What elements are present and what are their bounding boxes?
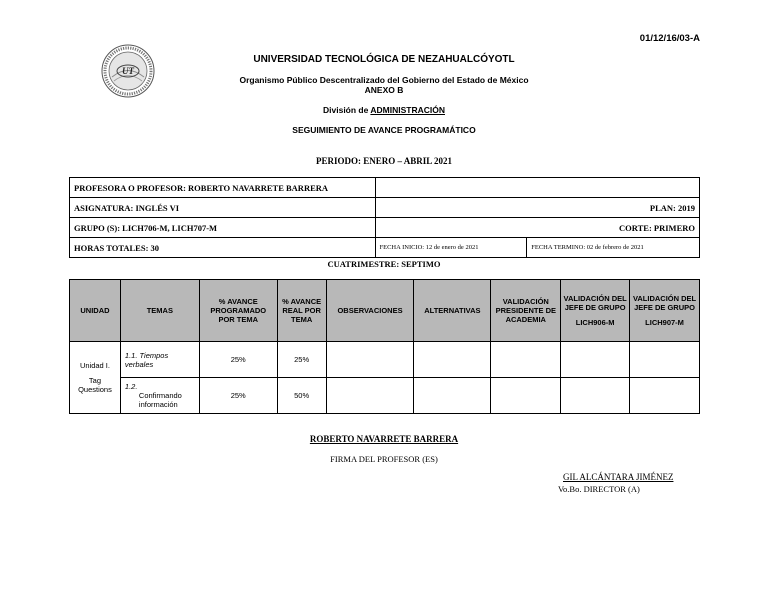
tema-text: Confirmando información bbox=[138, 391, 182, 409]
info-row bbox=[70, 218, 700, 238]
header-validacion-jefe-2 bbox=[630, 280, 700, 342]
table-row bbox=[70, 342, 700, 378]
horas-cell: HORAS TOTALES: 30 bbox=[70, 238, 376, 258]
header-validacion-jefe-2-code: LICH907-M bbox=[645, 318, 684, 327]
observaciones-cell bbox=[326, 342, 414, 378]
director-signature-name: GIL ALCÁNTARA JIMÉNEZ bbox=[563, 472, 674, 482]
tema-number: 1.1. bbox=[124, 350, 138, 360]
validacion-jefe-2-cell bbox=[630, 378, 700, 414]
profesor-cell: PROFESORA O PROFESOR: ROBERTO NAVARRETE BARRERA bbox=[70, 178, 376, 198]
header-observaciones: OBSERVACIONES bbox=[326, 280, 414, 342]
document-title: SEGUIMIENTO DE AVANCE PROGRAMÁTICO bbox=[292, 125, 476, 135]
header-validacion-jefe-1 bbox=[561, 280, 630, 342]
header-avance-real: % AVANCE REAL POR TEMA bbox=[277, 280, 326, 342]
table-row bbox=[70, 378, 700, 414]
alternativas-cell bbox=[414, 378, 491, 414]
alternativas-cell bbox=[414, 342, 491, 378]
avance-table bbox=[69, 279, 700, 414]
seal-text: UT bbox=[122, 66, 134, 76]
asignatura-cell: ASIGNATURA: INGLÉS VI bbox=[70, 198, 376, 218]
validacion-presidente-cell bbox=[491, 378, 561, 414]
header-temas: TEMAS bbox=[120, 280, 199, 342]
header-validacion-jefe-2-label: VALIDACIÓN DEL JEFE DE GRUPO bbox=[632, 294, 697, 312]
info-row bbox=[70, 178, 700, 198]
avance-programado-cell: 25% bbox=[199, 342, 277, 378]
avance-real-cell: 50% bbox=[277, 378, 326, 414]
unidad-topic: Tag Questions bbox=[78, 376, 112, 394]
tema-cell bbox=[120, 342, 199, 378]
observaciones-cell bbox=[326, 378, 414, 414]
empty-cell bbox=[375, 178, 699, 198]
info-row bbox=[70, 198, 700, 218]
fecha-termino-cell: FECHA TERMINO: 02 de febrero de 2021 bbox=[527, 238, 700, 258]
organism-name: Organismo Público Descentralizado del Gobierno del Estado de México bbox=[239, 75, 529, 85]
tema-number: 1.2. bbox=[124, 382, 138, 391]
fecha-inicio-cell: FECHA INICIO: 12 de enero de 2021 bbox=[375, 238, 527, 258]
header-validacion-jefe-1-code: LICH906-M bbox=[575, 318, 615, 327]
validacion-jefe-1-cell bbox=[561, 378, 630, 414]
tema-cell bbox=[120, 378, 199, 414]
header-avance-programado: % AVANCE PROGRAMADO POR TEMA bbox=[199, 280, 277, 342]
header-validacion-jefe-1-label: VALIDACIÓN DEL JEFE DE GRUPO bbox=[563, 294, 627, 312]
validacion-jefe-2-cell bbox=[630, 342, 700, 378]
validacion-jefe-1-cell bbox=[561, 342, 630, 378]
cuatrimestre: CUATRIMESTRE: SEPTIMO bbox=[327, 259, 441, 269]
division-name: ADMINISTRACIÓN bbox=[370, 105, 445, 115]
firma-label: FIRMA DEL PROFESOR (ES) bbox=[330, 454, 438, 464]
header-alternativas: ALTERNATIVAS bbox=[414, 280, 491, 342]
unidad-cell bbox=[70, 342, 121, 414]
info-table bbox=[69, 177, 700, 258]
document-code: 01/12/16/03-A bbox=[639, 33, 700, 44]
tema-text: Tiempos verbales bbox=[124, 350, 169, 369]
header-validacion-presidente: VALIDACIÓN PRESIDENTE DE ACADEMIA bbox=[491, 280, 561, 342]
anexo-label: ANEXO B bbox=[364, 85, 404, 95]
vobo-label: Vo.Bo. DIRECTOR (A) bbox=[558, 484, 640, 494]
info-row bbox=[70, 238, 700, 258]
division-line bbox=[0, 105, 768, 115]
avance-programado-cell: 25% bbox=[199, 378, 277, 414]
corte-cell: CORTE: PRIMERO bbox=[375, 218, 699, 238]
header-unidad: UNIDAD bbox=[70, 280, 121, 342]
university-name: UNIVERSIDAD TECNOLÓGICA DE NEZAHUALCÓYOTL bbox=[253, 54, 515, 65]
plan-cell: PLAN: 2019 bbox=[375, 198, 699, 218]
division-label: División de bbox=[323, 105, 369, 115]
avance-real-cell: 25% bbox=[277, 342, 326, 378]
unidad-name: Unidad I. bbox=[79, 361, 110, 370]
periodo: PERIODO: ENERO – ABRIL 2021 bbox=[315, 156, 453, 166]
table-header-row bbox=[70, 280, 700, 342]
validacion-presidente-cell bbox=[491, 342, 561, 378]
grupo-cell: GRUPO (S): LICH706-M, LICH707-M bbox=[70, 218, 376, 238]
profesor-signature-name: ROBERTO NAVARRETE BARRERA bbox=[309, 434, 459, 444]
